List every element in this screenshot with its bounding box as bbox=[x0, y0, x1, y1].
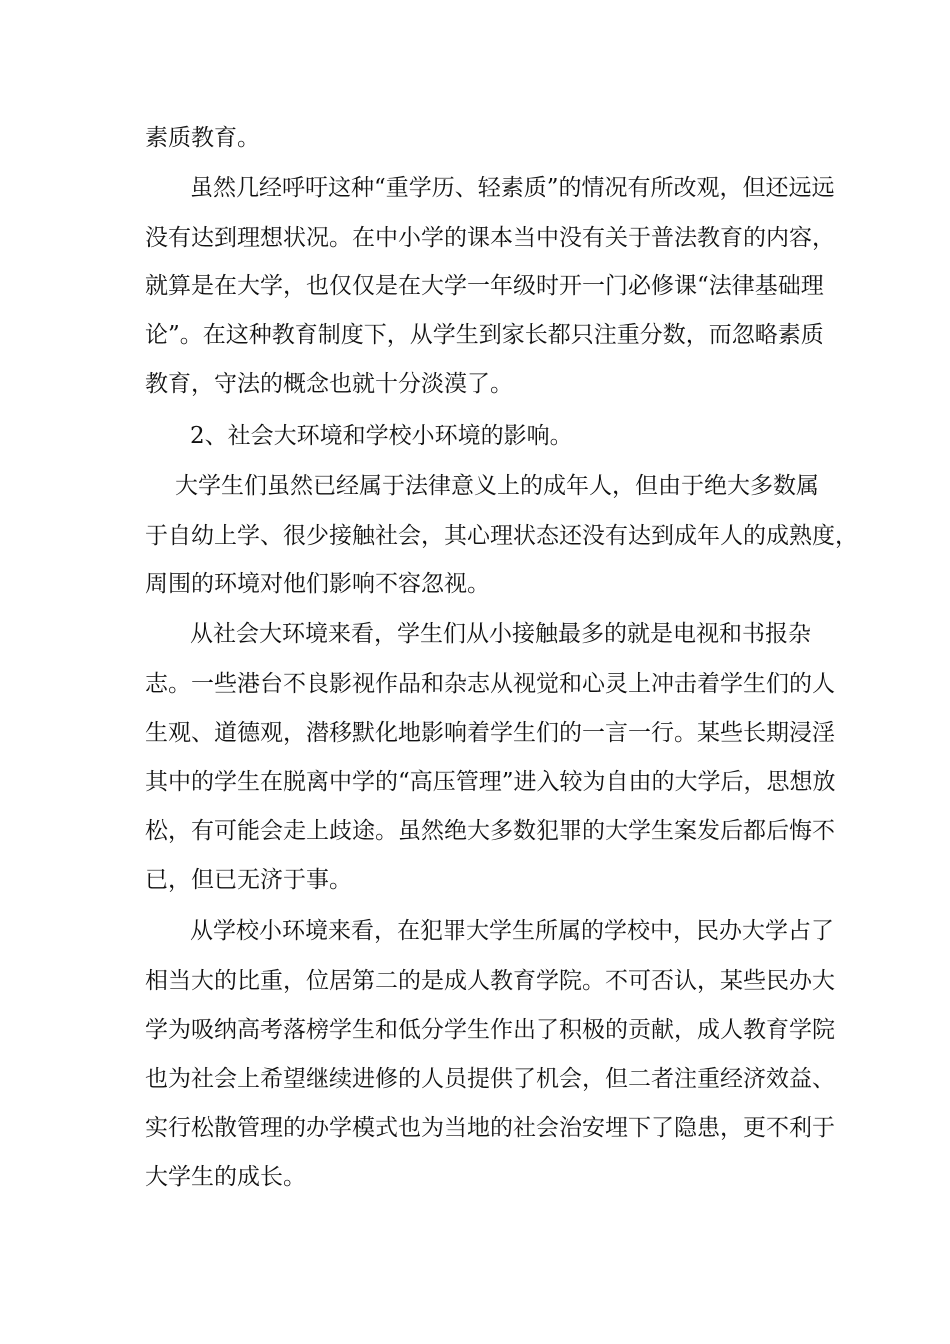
text-line: 没有达到理想状况。在中小学的课本当中没有关于普法教育的内容， bbox=[145, 225, 835, 251]
text-line: 从社会大环境来看，学生们从小接触最多的就是电视和书报杂 bbox=[190, 621, 811, 647]
text-line: 论”。在这种教育制度下，从学生到家长都只注重分数，而忽略素质 bbox=[145, 322, 824, 348]
text-line: 实行松散管理的办学模式也为当地的社会治安埋下了隐患，更不利于 bbox=[145, 1115, 835, 1141]
text-line: 就算是在大学，也仅仅是在大学一年级时开一门必修课“法律基础理 bbox=[145, 273, 824, 299]
text-line: 教育，守法的概念也就十分淡漠了。 bbox=[145, 371, 513, 397]
text-line: 大学生的成长。 bbox=[145, 1164, 306, 1190]
text-line: 素质教育。 bbox=[145, 125, 260, 151]
text-line: 志。一些港台不良影视作品和杂志从视觉和心灵上冲击着学生们的人 bbox=[145, 671, 835, 697]
text-line: 从学校小环境来看，在犯罪大学生所属的学校中，民办大学占了 bbox=[190, 918, 834, 944]
text-line: 学为吸纳高考落榜学生和低分学生作出了积极的贡献，成人教育学院 bbox=[145, 1017, 835, 1043]
text-line: 虽然几经呼吁这种“重学历、轻素质”的情况有所改观，但还远远 bbox=[190, 175, 835, 201]
text-line: 也为社会上希望继续进修的人员提供了机会，但二者注重经济效益、 bbox=[145, 1066, 835, 1092]
text-line: 于自幼上学、很少接触社会，其心理状态还没有达到成年人的成熟度， bbox=[145, 523, 858, 549]
section-heading: 2、社会大环境和学校小环境的影响。 bbox=[190, 423, 573, 449]
text-line: 周围的环境对他们影响不容忽视。 bbox=[145, 571, 490, 597]
text-line: 松，有可能会走上歧途。虽然绝大多数犯罪的大学生案发后都后悔不 bbox=[145, 818, 835, 844]
text-line: 其中的学生在脱离中学的“高压管理”进入较为自由的大学后，思想放 bbox=[145, 769, 836, 795]
text-line: 相当大的比重，位居第二的是成人教育学院。不可否认，某些民办大 bbox=[145, 968, 835, 994]
text-line: 大学生们虽然已经属于法律意义上的成年人，但由于绝大多数属 bbox=[175, 473, 819, 499]
text-line: 生观、道德观，潜移默化地影响着学生们的一言一行。某些长期浸淫 bbox=[145, 720, 835, 746]
text-line: 已，但已无济于事。 bbox=[145, 867, 352, 893]
